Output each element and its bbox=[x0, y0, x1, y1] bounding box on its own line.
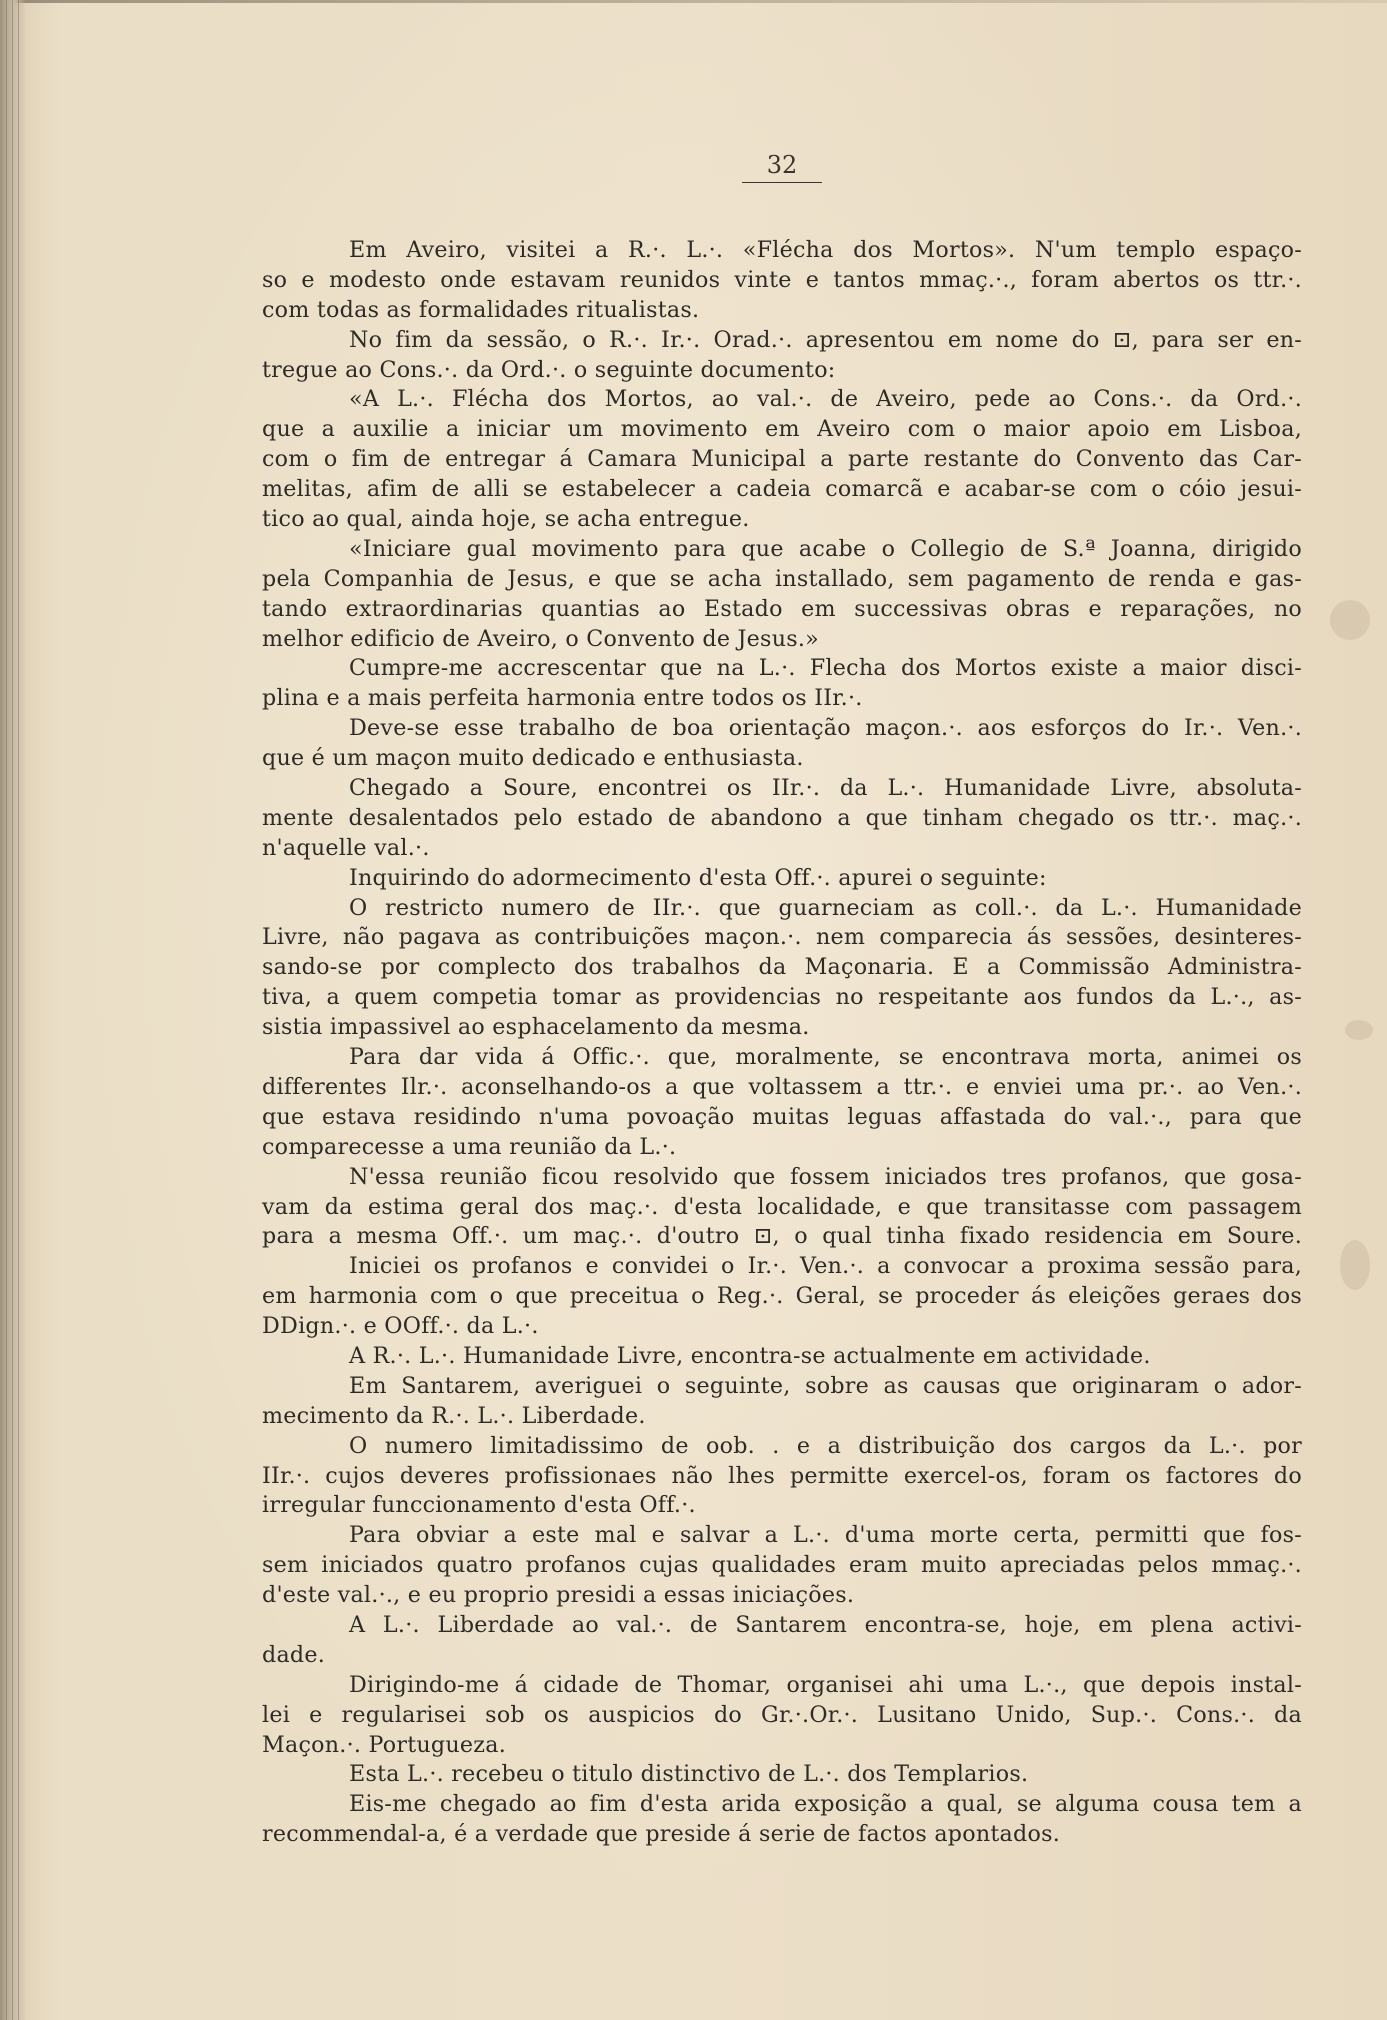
text-line: melhor edificio de Aveiro, o Convento de Jesus.» bbox=[262, 625, 820, 652]
text-line: mente desalentados pelo estado de abandono a que tinham chegado os ttr.·. maç.·. bbox=[262, 804, 1302, 831]
text-line: d'este val.·., e eu proprio presidi a essas iniciações. bbox=[262, 1582, 855, 1609]
text-line: recommendal-a, é a verdade que preside á serie de factos apontados. bbox=[262, 1821, 1061, 1848]
text-line: em harmonia com o que preceitua o Reg.·. Geral, se proceder ás eleições geraes dos bbox=[262, 1283, 1302, 1310]
text-line: com todas as formalidades ritualistas. bbox=[262, 296, 700, 323]
text-line: Deve-se esse trabalho de boa orientação maçon.·. aos esforços do Ir.·. Ven.·. bbox=[349, 715, 1302, 742]
page-top-edge bbox=[0, 0, 1387, 3]
book-binding bbox=[0, 0, 26, 2020]
body-text bbox=[262, 236, 1302, 1850]
text-line: O restricto numero de IIr.·. que guarneciam as coll.·. da L.·. Humanidade bbox=[349, 894, 1302, 921]
text-line: sistia impassivel ao esphacelamento da mesma. bbox=[262, 1014, 810, 1041]
text-line: so e modesto onde estavam reunidos vinte e tantos mmaç.·., foram abertos os ttr.·. bbox=[262, 266, 1302, 293]
text-line: Para dar vida á Offic.·. que, moralmente, se encontrava morta, animei os bbox=[349, 1044, 1302, 1071]
text-line: Eis-me chegado ao fim d'esta arida exposição a qual, se alguma cousa tem a bbox=[349, 1791, 1302, 1818]
text-line: Chegado a Soure, encontrei os IIr.·. da L.·. Humanidade Livre, absoluta- bbox=[349, 775, 1302, 802]
text-line: Dirigindo-me á cidade de Thomar, organisei ahi uma L.·., que depois instal- bbox=[349, 1671, 1302, 1698]
text-line: A R.·. L.·. Humanidade Livre, encontra-se actualmente em actividade. bbox=[349, 1342, 1151, 1369]
text-line: pela Companhia de Jesus, e que se acha installado, sem pagamento de renda e gas- bbox=[262, 565, 1302, 592]
binding-crease bbox=[18, 0, 19, 2020]
text-line: O numero limitadissimo de oob. . e a distribuição dos cargos da L.·. por bbox=[349, 1432, 1302, 1459]
text-line: irregular funccionamento d'esta Off.·. bbox=[262, 1492, 696, 1519]
text-line: dade. bbox=[262, 1641, 326, 1668]
text-line: DDign.·. e OOff.·. da L.·. bbox=[262, 1313, 539, 1340]
text-line: que estava residindo n'uma povoação muitas leguas affastada do val.·., para que bbox=[262, 1103, 1302, 1130]
text-line: vam da estima geral dos maç.·. d'esta localidade, e que transitasse com passagem bbox=[262, 1193, 1302, 1220]
text-line: sando-se por complecto dos trabalhos da Maçonaria. E a Commissão Administra- bbox=[262, 954, 1302, 981]
text-line: mecimento da R.·. L.·. Liberdade. bbox=[262, 1402, 646, 1429]
text-line: que é um maçon muito dedicado e enthusiasta. bbox=[262, 745, 804, 772]
text-line: IIr.·. cujos deveres profissionaes não lhes permitte exercel-os, foram os factores do bbox=[262, 1462, 1302, 1489]
text-line: Livre, não pagava as contribuições maçon.·. nem comparecia ás sessões, desinteres- bbox=[262, 924, 1302, 951]
text-line: tregue ao Cons.·. da Ord.·. o seguinte documento: bbox=[262, 356, 836, 383]
text-line: sem iniciados quatro profanos cujas qualidades eram muito apreciadas pelos mmaç.·. bbox=[262, 1552, 1302, 1579]
text-line: differentes Ilr.·. aconselhando-os a que voltassem a ttr.·. e enviei uma pr.·. ao Ven.·. bbox=[262, 1073, 1302, 1100]
paper-stain bbox=[1330, 600, 1370, 640]
text-line: tiva, a quem competia tomar as providencias no respeitante aos fundos da L.·., as- bbox=[262, 984, 1302, 1011]
text-line: Esta L.·. recebeu o titulo distinctivo de L.·. dos Templarios. bbox=[349, 1761, 1029, 1788]
text-line: tico ao qual, ainda hoje, se acha entregue. bbox=[262, 506, 750, 533]
text-line: «A L.·. Flécha dos Mortos, ao val.·. de Aveiro, pede ao Cons.·. da Ord.·. bbox=[349, 386, 1302, 413]
text-line: n'aquelle val.·. bbox=[262, 834, 430, 861]
text-line: Maçon.·. Portugueza. bbox=[262, 1731, 507, 1758]
text-line: No fim da sessão, o R.·. Ir.·. Orad.·. apresentou em nome do ⊡, para ser en- bbox=[349, 326, 1302, 353]
text-line: que a auxilie a iniciar um movimento em Aveiro com o maior apoio em Lisboa, bbox=[262, 416, 1302, 443]
text-line: com o fim de entregar á Camara Municipal a parte restante do Convento das Car- bbox=[262, 446, 1302, 473]
text-line: Em Aveiro, visitei a R.·. L.·. «Flécha dos Mortos». N'um templo espaço- bbox=[349, 237, 1302, 263]
text-line: plina e a mais perfeita harmonia entre todos os IIr.·. bbox=[262, 685, 863, 712]
paper-stain bbox=[1340, 1240, 1370, 1290]
text-line: Iniciei os profanos e convidei o Ir.·. Ven.·. a convocar a proxima sessão para, bbox=[349, 1253, 1302, 1280]
text-line: N'essa reunião ficou resolvido que fossem iniciados tres profanos, que gosa- bbox=[349, 1163, 1302, 1190]
text-line: Inquirindo do adormecimento d'esta Off.·. apurei o seguinte: bbox=[349, 864, 1047, 891]
binding-crease bbox=[6, 0, 7, 2020]
binding-crease bbox=[12, 0, 13, 2020]
text-line: Cumpre-me accrescentar que na L.·. Flecha dos Mortos existe a maior disci- bbox=[349, 655, 1302, 682]
text-line: lei e regularisei sob os auspicios do Gr.·.Or.·. Lusitano Unido, Sup.·. Cons.·. da bbox=[262, 1701, 1302, 1728]
text-line: «Iniciare gual movimento para que acabe o Collegio de S.ª Joanna, dirigido bbox=[349, 535, 1302, 562]
text-line: melitas, afim de alli se estabelecer a cadeia comarcã e acabar-se com o cóio jesui- bbox=[262, 476, 1302, 503]
text-line: tando extraordinarias quantias ao Estado em successivas obras e reparações, no bbox=[262, 595, 1302, 622]
text-line: Para obviar a este mal e salvar a L.·. d'uma morte certa, permitti que fos- bbox=[349, 1522, 1302, 1549]
text-line: comparecesse a uma reunião da L.·. bbox=[262, 1133, 677, 1160]
text-line: A L.·. Liberdade ao val.·. de Santarem encontra-se, hoje, em plena activi- bbox=[349, 1611, 1302, 1638]
paper-stain bbox=[1345, 1020, 1373, 1040]
text-line: Em Santarem, averiguei o seguinte, sobre as causas que originaram o ador- bbox=[349, 1372, 1302, 1399]
text-line: para a mesma Off.·. um maç.·. d'outro ⊡, o qual tinha fixado residencia em Soure. bbox=[262, 1223, 1302, 1250]
page-number: 32 bbox=[742, 150, 822, 183]
